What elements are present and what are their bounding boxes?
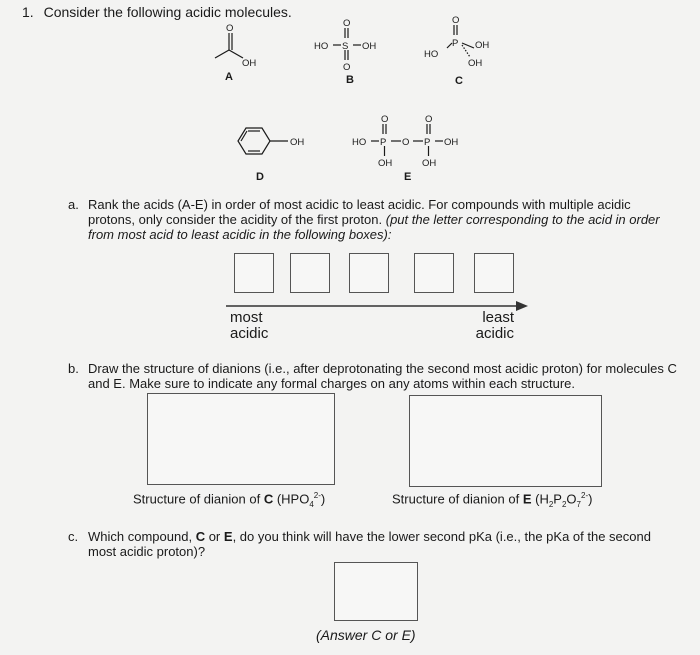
molecule-a-label: A: [225, 71, 233, 83]
least-label-line2: acidic: [475, 325, 514, 342]
caption-e-formula3: O: [566, 491, 577, 507]
caption-e-sup: 2-: [581, 491, 589, 500]
rank-box-3[interactable]: [349, 253, 389, 293]
molecule-e-oh-lower-left: OH: [378, 158, 393, 169]
caption-e-formula2: P: [553, 491, 562, 507]
least-label-line1: least: [482, 309, 514, 326]
dianion-e-caption: [392, 491, 592, 509]
answer-caption: (Answer C or E): [316, 627, 416, 643]
most-label-line1: most: [230, 309, 263, 326]
least-acidic-label: [470, 310, 514, 342]
dianion-c-caption: [133, 491, 325, 509]
molecule-a-structure: [205, 20, 265, 70]
caption-e-close: ): [588, 491, 593, 507]
molecule-b-bottom-o: O: [343, 62, 351, 73]
molecule-b-s: S: [342, 41, 349, 52]
part-b-letter: b.: [68, 361, 79, 376]
molecule-e-top-o-left: O: [381, 114, 389, 125]
molecule-d-oh: OH: [290, 137, 305, 148]
rank-box-4[interactable]: [414, 253, 454, 293]
molecule-d-structure: [234, 118, 324, 168]
molecule-b-label: B: [346, 74, 354, 86]
most-label-line2: acidic: [230, 325, 269, 342]
part-a-text: Rank the acids (A-E) in order of most acidic to least acidic. For compounds with multiple acidic protons, only consider the acidity of the first proton.: [88, 197, 631, 227]
molecule-b-ho: HO: [314, 41, 329, 52]
molecule-e-p-left: P: [380, 137, 387, 148]
caption-c-sub: 4: [309, 499, 314, 509]
caption-e-sub3: 7: [576, 499, 581, 509]
molecule-a-carbonyl-o: O: [226, 23, 234, 34]
molecule-b-oh: OH: [362, 41, 377, 52]
part-a-instruction: (put the letter corresponding to the acid in order from most acid to least acidic in the following boxes):: [88, 212, 660, 242]
molecule-e-top-o-right: O: [425, 114, 433, 125]
molecule-c-oh-right: OH: [475, 40, 490, 51]
most-acidic-label: [230, 310, 268, 342]
rank-box-5[interactable]: [474, 253, 514, 293]
dianion-c-drawing-box[interactable]: [147, 393, 335, 485]
molecule-a-oh: OH: [242, 58, 257, 69]
rank-box-2[interactable]: [290, 253, 330, 293]
part-c-e-letter: E: [223, 529, 233, 544]
part-c-prompt: [68, 529, 678, 559]
caption-c-formula: (HPO: [276, 491, 310, 507]
caption-c-sup: 2-: [313, 491, 321, 500]
caption-e-sub1: 2: [548, 499, 554, 509]
question-number: 1.: [22, 4, 34, 20]
rank-box-1[interactable]: [234, 253, 274, 293]
part-b-prompt: [68, 361, 678, 391]
answer-box[interactable]: [334, 562, 418, 621]
question-text: Consider the following acidic molecules.: [43, 4, 292, 20]
part-a-prompt: [68, 197, 678, 242]
molecule-c-label: C: [455, 75, 463, 87]
dianion-e-drawing-box[interactable]: [409, 395, 602, 487]
caption-c-letter: C: [263, 491, 274, 507]
caption-e-prefix: Structure of dianion of: [392, 491, 520, 507]
part-b-text: Draw the structure of dianions (i.e., after deprotonating the second most acidic proton) for molecules C and E. Make sure to indicate any formal charges on any atoms within each structure.: [88, 361, 677, 391]
caption-e-sub2: 2: [561, 499, 567, 509]
question-title: [22, 4, 292, 20]
caption-e-formula1: (H: [535, 491, 549, 507]
molecule-b-top-o: O: [343, 18, 351, 29]
molecule-e-structure: [350, 110, 480, 175]
part-c-c-letter: C: [195, 529, 206, 544]
caption-c-close: ): [320, 491, 326, 507]
molecule-d-label: D: [256, 171, 264, 183]
molecule-c-structure: [420, 14, 500, 74]
part-a-letter: a.: [68, 197, 79, 212]
part-c-text-1: Which compound,: [88, 529, 193, 544]
molecule-e-oh-lower-right: OH: [422, 158, 437, 169]
molecule-e-ho: HO: [352, 137, 367, 148]
molecule-c-oh-lower: OH: [468, 58, 483, 69]
part-c-text-2: or: [208, 529, 221, 544]
caption-e-letter: E: [522, 491, 532, 507]
molecule-e-oh-right: OH: [444, 137, 459, 148]
molecule-c-top-o: O: [452, 15, 460, 26]
caption-c-prefix: Structure of dianion of: [133, 491, 261, 507]
part-c-text-3: , do you think will have the lower second pKa (i.e., the pKa of the second most acidic proton)?: [88, 529, 651, 559]
molecule-c-ho: HO: [424, 49, 439, 60]
molecule-e-label: E: [404, 171, 412, 183]
part-c-letter: c.: [68, 529, 79, 544]
molecule-b-structure: [312, 18, 387, 78]
molecule-e-p-right: P: [424, 137, 431, 148]
molecule-e-bridge-o: O: [402, 137, 410, 148]
molecule-c-p: P: [452, 38, 459, 49]
